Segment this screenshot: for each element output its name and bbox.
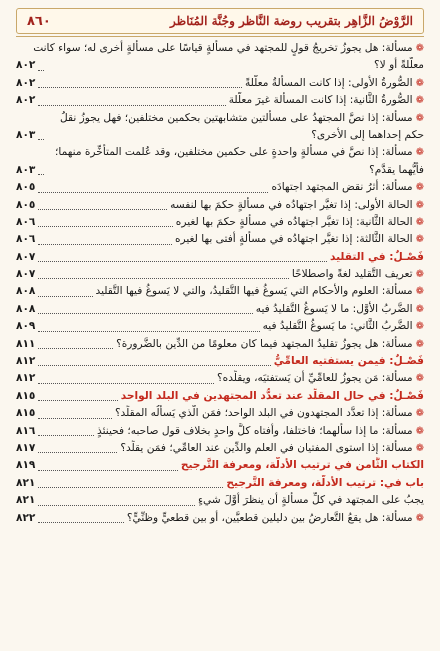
entry-page-number: ٨١٧ (16, 441, 36, 454)
entry-text: الحالة الثَّالثة: إذا تغيَّر اجتهادُه في مسألةٍ أفتى بها لغيره (174, 233, 413, 246)
entry-page-number: ٨١٢ (16, 355, 36, 368)
entry-text: فَصْـلٌ: في التقليد (329, 250, 424, 263)
leader-dots (38, 383, 214, 384)
entry-page-number: ٨٠٥ (16, 181, 36, 194)
toc-entry (16, 475, 424, 492)
leader-dots (38, 331, 259, 332)
toc-entry (16, 318, 424, 335)
leader-dots (38, 139, 44, 140)
toc-entry (16, 40, 424, 57)
entry-text: مسألة: العلوم والأحكام التي يَسوغُ فيها التَّقليدُ، والتي لا يَسوغُ فيها التَّقليد (95, 285, 413, 298)
flower-bullet-icon: ❁ (415, 338, 424, 350)
entry-text: الحالة الثَّانية: إذا تغيَّر اجتهادُه في مسألةٍ حكمَ بها لغيره (175, 215, 413, 228)
entry-text: تعريف التَّقليد لغةً واصطلاحًا (291, 268, 413, 281)
leader-dots (38, 278, 288, 279)
leader-dots (38, 470, 177, 471)
leader-dots (38, 522, 123, 523)
header-divider (16, 36, 424, 37)
leader-dots (38, 418, 112, 419)
toc-entry (16, 162, 424, 179)
entry-page-number: ٨٠٨ (16, 285, 36, 298)
entry-text: يجبُ على المجتهد في كلِّ مسألةٍ أن ينظرَ أوَّلَ شيءٍ (198, 494, 424, 507)
entry-page-number: ٨٠٢ (16, 94, 36, 107)
leader-dots (38, 313, 252, 314)
entry-text: مسألة: إذا نصَّ المجتهدُ على مسألتين متشابهتين بحكمين مختلفين؛ فهل يجوزُ نقلُ (59, 111, 413, 124)
entry-text: الصُّورةُ الأولى: إذا كانت المسألةُ معلَّلةً (244, 76, 413, 89)
flower-bullet-icon: ❁ (415, 425, 424, 437)
toc-entry (16, 179, 424, 196)
leader-dots (38, 174, 44, 175)
entry-page-number: ٨٢١ (16, 476, 36, 489)
leader-dots (38, 400, 117, 401)
leader-dots (38, 226, 172, 227)
entry-page-number: ٨٢١ (16, 494, 36, 507)
flower-bullet-icon: ❁ (415, 77, 424, 89)
entry-text: مسألة: مَن يجوزُ للعامِّيِّ أن يَستفتيَه، ويقلِّده؟ (217, 372, 413, 385)
toc-entry (16, 283, 424, 300)
flower-bullet-icon: ❁ (415, 216, 424, 228)
toc-entry (16, 440, 424, 457)
entry-text: معلَّلةً أو لا؟ (374, 59, 424, 72)
flower-bullet-icon: ❁ (415, 199, 424, 211)
leader-dots (38, 435, 94, 436)
flower-bullet-icon: ❁ (415, 182, 424, 194)
running-title: الرَّوْضُ الزَّاهِر بتقريب روضة النَّاظر وجُنَّة المُنَاظر (170, 14, 413, 28)
flower-bullet-icon: ❁ (415, 112, 424, 124)
entry-text: فَصْـلٌ: في حال المقلِّد عند تعدُّد المجتهدين في البلد الواحد (120, 389, 424, 402)
entry-text: مسألة: ما إذا سألهما؛ فاختلفا، وأفتاه كلُّ واحدٍ بخلاف قول صاحبه؛ فحينئذٍ (97, 424, 413, 437)
leader-dots (38, 505, 195, 506)
toc-entry (16, 492, 424, 509)
flower-bullet-icon: ❁ (415, 95, 424, 107)
leader-dots (38, 487, 223, 488)
entry-text: حكم إحداهما إلى الأخرى؟ (311, 128, 424, 141)
entry-text: فَصْـلٌ: فيمن يستفتيه العامِّيُّ (273, 355, 424, 368)
entry-text: الكتاب الثَّامن في ترتيب الأدلَّة، ومعرفة التَّرجيح (180, 459, 424, 472)
toc-entry (16, 266, 424, 283)
leader-dots (38, 87, 242, 88)
entry-page-number: ٨١١ (16, 337, 36, 350)
entry-page-number: ٨١٥ (16, 389, 36, 402)
flower-bullet-icon: ❁ (415, 408, 424, 420)
flower-bullet-icon: ❁ (415, 303, 424, 315)
entry-text: باب في: ترتيب الأدلَّة، ومعرفة التَّرجيح (226, 476, 424, 489)
flower-bullet-icon: ❁ (415, 269, 424, 281)
page-header (16, 8, 424, 34)
toc-entry (16, 75, 424, 92)
toc-entry (16, 214, 424, 231)
page-number: ٨٦٠ (27, 13, 51, 29)
leader-dots (38, 244, 172, 245)
entry-text: مسألة: هل يجوزُ تخريجُ قولٍ للمجتهد في مسألةٍ قياسًا على مسألةٍ أخرى له؛ سواء كانت (33, 41, 413, 54)
entry-page-number: ٨٠٧ (16, 268, 36, 281)
flower-bullet-icon: ❁ (415, 512, 424, 524)
toc-entry (16, 405, 424, 422)
entry-page-number: ٨٠٩ (16, 320, 36, 333)
entry-text: الضَّربُ الأوَّل: ما لا يَسوغُ التَّقليدُ فيه (255, 302, 413, 315)
leader-dots (38, 105, 225, 106)
flower-bullet-icon: ❁ (415, 321, 424, 333)
entry-page-number: ٨٠٧ (16, 250, 36, 263)
toc-entry (16, 110, 424, 127)
flower-bullet-icon: ❁ (415, 147, 424, 159)
toc-entry (16, 510, 424, 527)
toc-entry (16, 197, 424, 214)
toc-entry (16, 353, 424, 370)
leader-dots (38, 452, 117, 453)
entry-page-number: ٨٢٢ (16, 511, 36, 524)
toc-entry (16, 57, 424, 74)
entry-page-number: ٨١٦ (16, 424, 36, 437)
toc-entry (16, 231, 424, 248)
flower-bullet-icon: ❁ (415, 234, 424, 246)
flower-bullet-icon: ❁ (415, 42, 424, 54)
toc-entry (16, 423, 424, 440)
leader-dots (38, 192, 268, 193)
leader-dots (38, 348, 113, 349)
toc-entry (16, 249, 424, 266)
entry-page-number: ٨٠٨ (16, 302, 36, 315)
entry-text: الصُّورةُ الثَّانية: إذا كانت المسألة غيرَ معلَّلة (228, 94, 413, 107)
entry-text: فأيُّهما يقدَّم؟ (369, 163, 424, 176)
leader-dots (38, 209, 167, 210)
toc-entry (16, 144, 424, 161)
toc-entry (16, 127, 424, 144)
leader-dots (38, 70, 44, 71)
entry-page-number: ٨٠٢ (16, 59, 36, 72)
entry-page-number: ٨٠٣ (16, 128, 36, 141)
entry-page-number: ٨١٥ (16, 407, 36, 420)
toc-entry (16, 301, 424, 318)
entry-page-number: ٨١٢ (16, 372, 36, 385)
entry-page-number: ٨٠٢ (16, 76, 36, 89)
table-of-contents (16, 40, 424, 527)
entry-text: مسألة: إذا استوى المفتيان في العلم والدِّين عند العامِّي؛ فمَن يقلِّد؟ (120, 441, 413, 454)
entry-text: مسألة: هل يقعُ التَّعارضُ بين دليلين قطعيَّين، أو بين قطعيٍّ وظنِّيٍّ؟ (126, 511, 413, 524)
leader-dots (38, 261, 327, 262)
entry-page-number: ٨٠٣ (16, 163, 36, 176)
entry-text: مسألة: إذا تعدَّد المجتهدون في البلد الواحد؛ فمَن الَّذي يَسألُه المقلِّد؟ (114, 407, 413, 420)
flower-bullet-icon: ❁ (415, 373, 424, 385)
toc-entry (16, 388, 424, 405)
toc-entry (16, 92, 424, 109)
entry-text: مسألة: هل يجوزُ تقليدُ المجتهد فيما كان معلومًا من الدِّين بالضَّرورة؟ (116, 337, 413, 350)
toc-entry (16, 457, 424, 474)
leader-dots (38, 296, 92, 297)
flower-bullet-icon: ❁ (415, 442, 424, 454)
entry-page-number: ٨٠٦ (16, 233, 36, 246)
entry-text: الضَّربُ الثَّاني: ما يَسوغُ التَّقليدُ فيه (262, 320, 413, 333)
entry-page-number: ٨٠٥ (16, 198, 36, 211)
entry-text: مسألة: إذا نصَّ في مسألةٍ واحدةٍ على حكمين مختلفين، وقد عُلمت المتأخِّرة منهما؛ (55, 146, 413, 159)
leader-dots (38, 365, 270, 366)
entry-page-number: ٨١٩ (16, 459, 36, 472)
toc-entry (16, 336, 424, 353)
entry-text: الحالة الأولى: إذا تغيَّر اجتهادُه في مسألةٍ حكمَ بها لنفسه (170, 198, 413, 211)
entry-text: مسألة: أثرُ نقض المجتهد اجتهادَه (271, 181, 413, 194)
flower-bullet-icon: ❁ (415, 286, 424, 298)
entry-page-number: ٨٠٦ (16, 215, 36, 228)
toc-entry (16, 370, 424, 387)
